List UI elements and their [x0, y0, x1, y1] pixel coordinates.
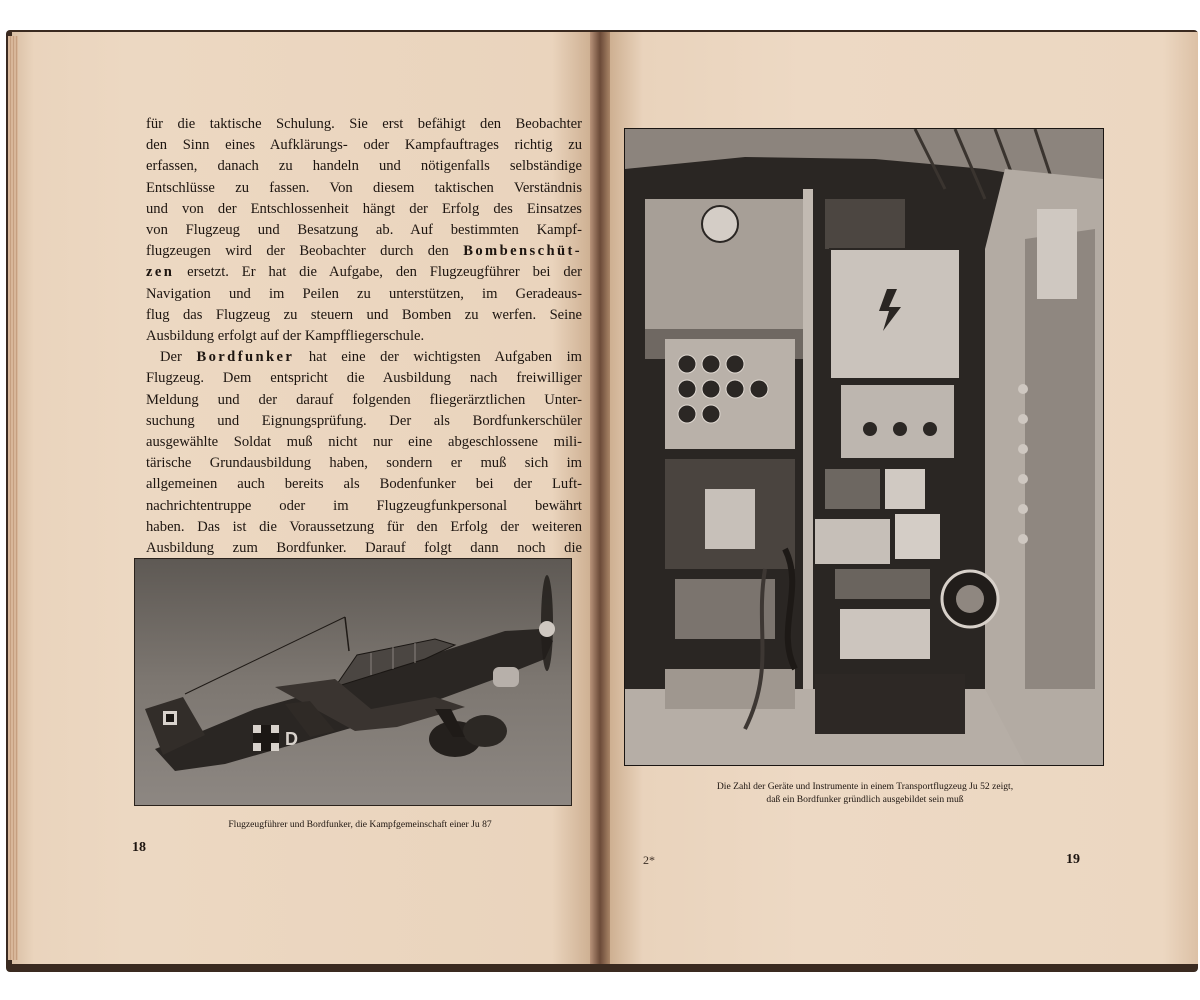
page-number: 19 [1066, 852, 1080, 867]
text-line: flug das Flugzeug zu steuern und Bomben zu werfen. Seine [146, 306, 582, 323]
radio-station-photo [624, 128, 1104, 766]
text-line: erfassen, danach zu handeln und nötigenfalls selbständige [146, 158, 582, 175]
text-line: von Flugzeug und Besatzung ab. Auf bestimmten Kampf- [146, 222, 582, 239]
caption-line: daß ein Bordfunker gründlich ausgebildet sein muß [766, 794, 964, 805]
aircraft-photo [134, 558, 572, 806]
svg-text:D: D [285, 729, 298, 749]
text-line: und von der Entschlossenheit hängt der Erfolg des Einsatzes [146, 200, 582, 217]
text-line: Der Bordfunker hat eine der wichtigsten Aufgaben im [160, 349, 582, 366]
photo-caption [640, 780, 1090, 806]
text-line: für die taktische Schulung. Sie erst befähigt den Beobachter [146, 116, 582, 132]
text-line: tärische Grundausbildung haben, sondern er muß sich im [146, 455, 582, 472]
text-line: Entschlüsse zu fassen. Von diesem taktischen Verständnis [146, 179, 582, 196]
emphasized-term: zen [146, 264, 175, 281]
text-line: Flugzeug. Dem entspricht die Ausbildung nach freiwilliger [146, 370, 582, 387]
text-line: nachrichtentruppe oder im Flugzeugfunkpersonal bewährt [146, 497, 582, 514]
body-text [146, 114, 582, 559]
text-line: ausgewählte Soldat muß nicht nur eine abgeschlossene mili- [146, 434, 582, 451]
emphasized-term: Bombenschüt- [463, 243, 582, 260]
book-gutter [590, 32, 610, 964]
text-line: zen ersetzt. Er hat die Aufgabe, den Flugzeugführer bei der [146, 264, 582, 281]
text-line: Meldung und der darauf folgenden fliegerärztlichen Unter- [146, 391, 582, 408]
text-line: Navigation und im Peilen zu unterstützen, im Geradeaus- [146, 285, 582, 302]
text-line: haben. Das ist die Voraussetzung für den Erfolg der weiteren [146, 518, 582, 535]
text-line: suchung und Eignungsprüfung. Der als Bordfunkerschüler [146, 412, 582, 429]
text-line: flugzeugen wird der Beobachter durch den Bombenschüt- [146, 243, 582, 260]
text-line: den Sinn eines Aufklärungs- oder Kampfauftrages richtig zu [146, 137, 582, 154]
photo-caption: Flugzeugführer und Bordfunker, die Kampfgemeinschaft einer Ju 87 [228, 819, 492, 830]
text-line: allgemeinen auch bereits als Bodenfunker bei der Luft- [146, 476, 582, 493]
signature-mark: 2* [643, 853, 655, 867]
text-line: Ausbildung zum Bordfunker. Darauf folgt dann noch die [146, 540, 582, 557]
page-edges [8, 36, 18, 960]
emphasized-term: Bordfunker [196, 349, 295, 366]
caption-line: Die Zahl der Geräte und Instrumente in einem Transportflugzeug Ju 52 zeigt, [716, 781, 1014, 792]
text-line: Ausbildung erfolgt auf der Kampffliegerschule. [146, 328, 425, 345]
page-number: 18 [132, 840, 146, 855]
